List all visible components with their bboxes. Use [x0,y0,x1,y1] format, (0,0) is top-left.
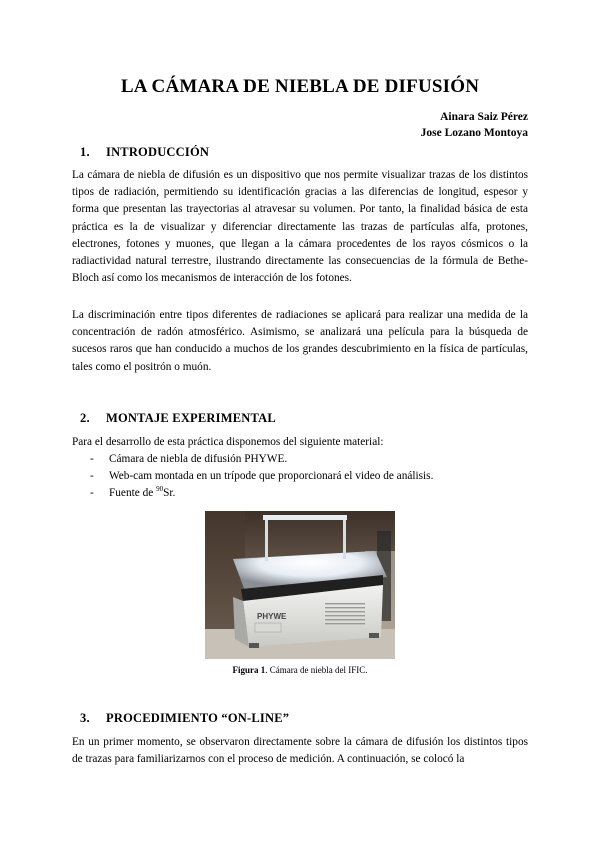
section-number: 2. [80,411,90,425]
device-brand-label: PHYWE [257,612,287,621]
list-item-suffix: Sr. [163,487,176,500]
paragraph: La cámara de niebla de difusión es un dispositivo que nos permite visualizar trazas de los distintos tipos de radiación, permitiendo su identificación gracias a las diferencias de longitud, espesor y forma que presentan las trayectorias al atravesar su volumen. Por tanto, la finalidad básica de esta práctica es la de visualizar y diferenciar directamente las trazas de partículas alfa, protones, electrones, fotones y muones, que llegan a la cámara procedentes de los rayos cósmicos o la radiactividad natural terrestre, ilustrando directamente las consecuencias de la fórmula de Bethe-Bloch así como los mecanismos de interacción de los fotones. [72,169,528,285]
author-name: Jose Lozano Montoya [420,127,528,139]
section-number: 1. [80,145,90,159]
section-heading-introduccion [80,145,209,160]
section-title: MONTAJE EXPERIMENTAL [106,411,276,425]
figure-caption-text: . Cámara de niebla del IFIC. [265,665,368,675]
paragraph: En un primer momento, se observaron directamente sobre la cámara de difusión los distintos tipos de trazas para familiarizarnos con el proceso de medición. A continuación, se colocó la [72,736,528,766]
section-title: PROCEDIMIENTO “ON-LINE” [106,711,290,725]
cloud-chamber-photo [205,511,395,659]
figure-caption [0,665,600,675]
material-list [90,451,530,503]
paragraph: Para el desarrollo de esta práctica disponemos del siguiente material: [72,436,384,448]
section-number: 3. [80,711,90,725]
section-heading-procedimiento [80,711,289,726]
list-item [90,485,530,502]
paragraph: La discriminación entre tipos diferentes de radiaciones se aplicará para realizar una medida de la concentración de radón atmosférico. Asimismo, se analizará una película para la búsqueda de sucesos raros que han conducido a muchos de los grandes descubrimiento en la física de partículas, tales como el positrón o muón. [72,309,528,373]
section-title: INTRODUCCIÓN [106,145,210,159]
list-item: - Web-cam montada en un trípode que proporcionará el video de análisis. [90,468,530,485]
list-item: - Cámara de niebla de difusión PHYWE. [90,451,530,468]
document-title: LA CÁMARA DE NIEBLA DE DIFUSIÓN [120,76,480,97]
author-name: Ainara Saiz Pérez [440,111,528,123]
cloud-chamber-illustration [205,511,395,659]
figure-label: Figura 1 [232,665,266,675]
isotope-mass-number: 90 [156,485,164,494]
section-heading-montaje [80,411,276,426]
list-item-prefix: Fuente de [109,487,157,500]
